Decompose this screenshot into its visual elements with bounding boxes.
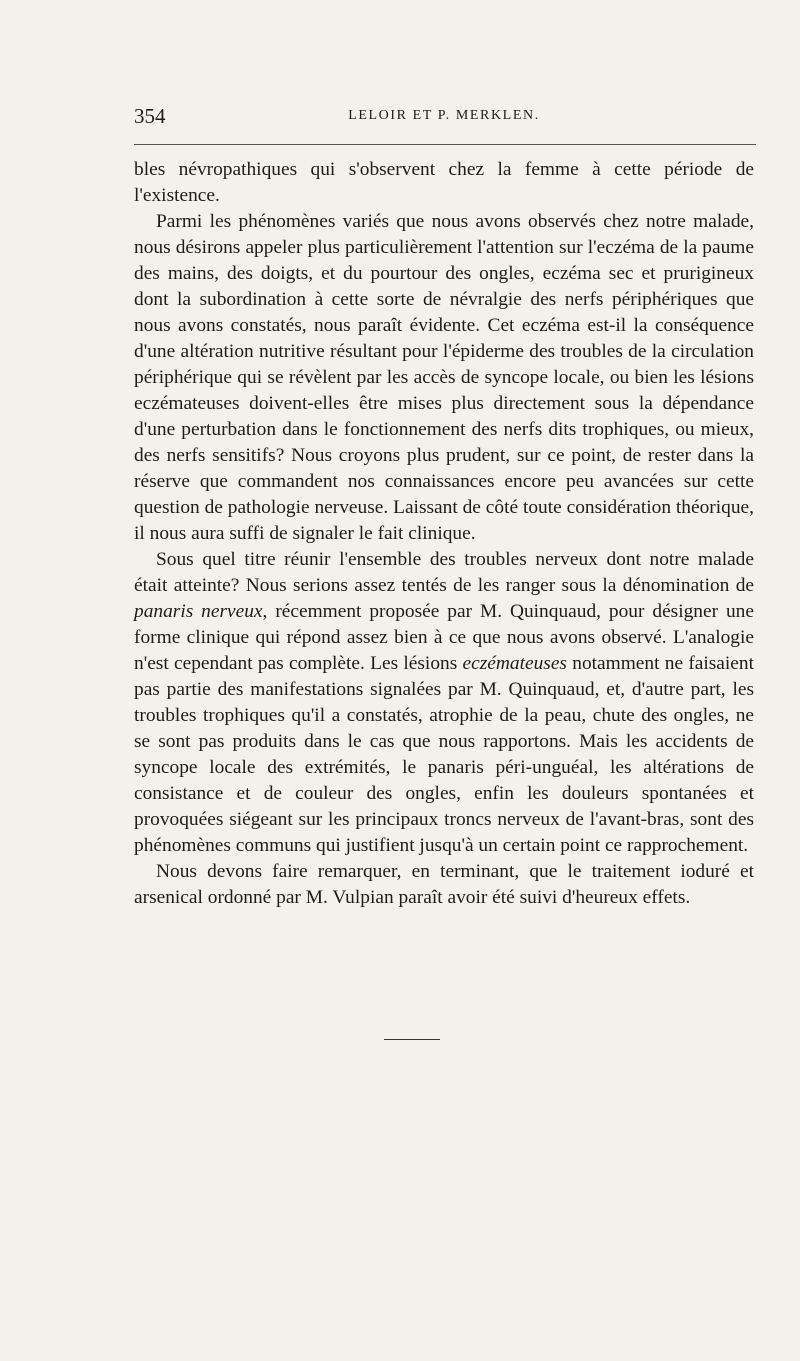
italic-term: eczémateuses bbox=[462, 653, 567, 674]
page-number: 354 bbox=[134, 104, 166, 128]
paragraph bbox=[134, 859, 754, 911]
running-head: LELOIR ET P. MERKLEN. bbox=[348, 108, 540, 123]
paragraph bbox=[134, 157, 754, 209]
paragraph-text: Parmi les phénomènes variés que nous avons observés chez notre malade, nous désirons appeler plus particulièrement l'attention sur l'eczéma de la paume des mains, des doigts, et du pourtour des ongles, eczéma sec et prurigineux dont la subordination à cette sorte de névralgie des nerfs périphériques que nous avons constatés, nous paraît évidente. Cet eczéma est-il la conséquence d'une altération nutritive résultant pour l'épiderme des troubles de la circulation périphérique qui se révèlent par les accès de syncope locale, ou bien les lésions eczémateuses doivent-elles être mises plus directement sous la dépendance d'une perturbation dans le fonctionnement des nerfs dits trophiques, ou mieux, des nerfs sensitifs? Nous croyons plus prudent, sur ce point, de rester dans la réserve que commandent nos connaissances encore peu avancées sur cette question de pathologie nerveuse. Laissant de côté toute considération théorique, il nous aura suffi de signaler le fait clinique. bbox=[134, 211, 754, 544]
paragraph-text: , récemment proposée par M. Quinquaud, pour désigner une forme clinique qui répond assez bien à ce que nous avons observé. L'analogie n'est cependant pas complète. Les lésions bbox=[134, 601, 754, 674]
italic-term: panaris nerveux bbox=[134, 601, 263, 622]
body-text bbox=[134, 157, 754, 911]
paragraph bbox=[134, 547, 754, 859]
paragraph-text: Sous quel titre réunir l'ensemble des troubles nerveux dont notre malade était atteinte? Nous serions assez tentés de les ranger sous la dénomination de bbox=[134, 549, 754, 596]
paragraph-text: bles névropathiques qui s'observent chez la femme à cette période de l'existence. bbox=[134, 159, 754, 206]
page-header bbox=[134, 104, 754, 134]
paragraph bbox=[134, 209, 754, 547]
end-rule bbox=[384, 1039, 440, 1040]
paragraph-text: Nous devons faire remarquer, en terminant, que le traitement ioduré et arsenical ordonné par M. Vulpian paraît avoir été suivi d'heureux effets. bbox=[134, 861, 754, 908]
header-rule bbox=[134, 144, 756, 145]
paragraph-text: notamment ne faisaient pas partie des manifestations signalées par M. Quinquaud, et, d'autre part, les troubles trophiques qu'il a constatés, atrophie de la peau, chute des ongles, ne se sont pas produits dans le cas que nous rapportons. Mais les accidents de syncope locale des extrémités, le panaris péri-unguéal, les altérations de consistance et de couleur des ongles, enfin les douleurs spontanées et provoquées siégeant sur les principaux troncs nerveux de l'avant-bras, sont des phénomènes communs qui justifient jusqu'à un certain point ce rapprochement. bbox=[134, 653, 754, 856]
